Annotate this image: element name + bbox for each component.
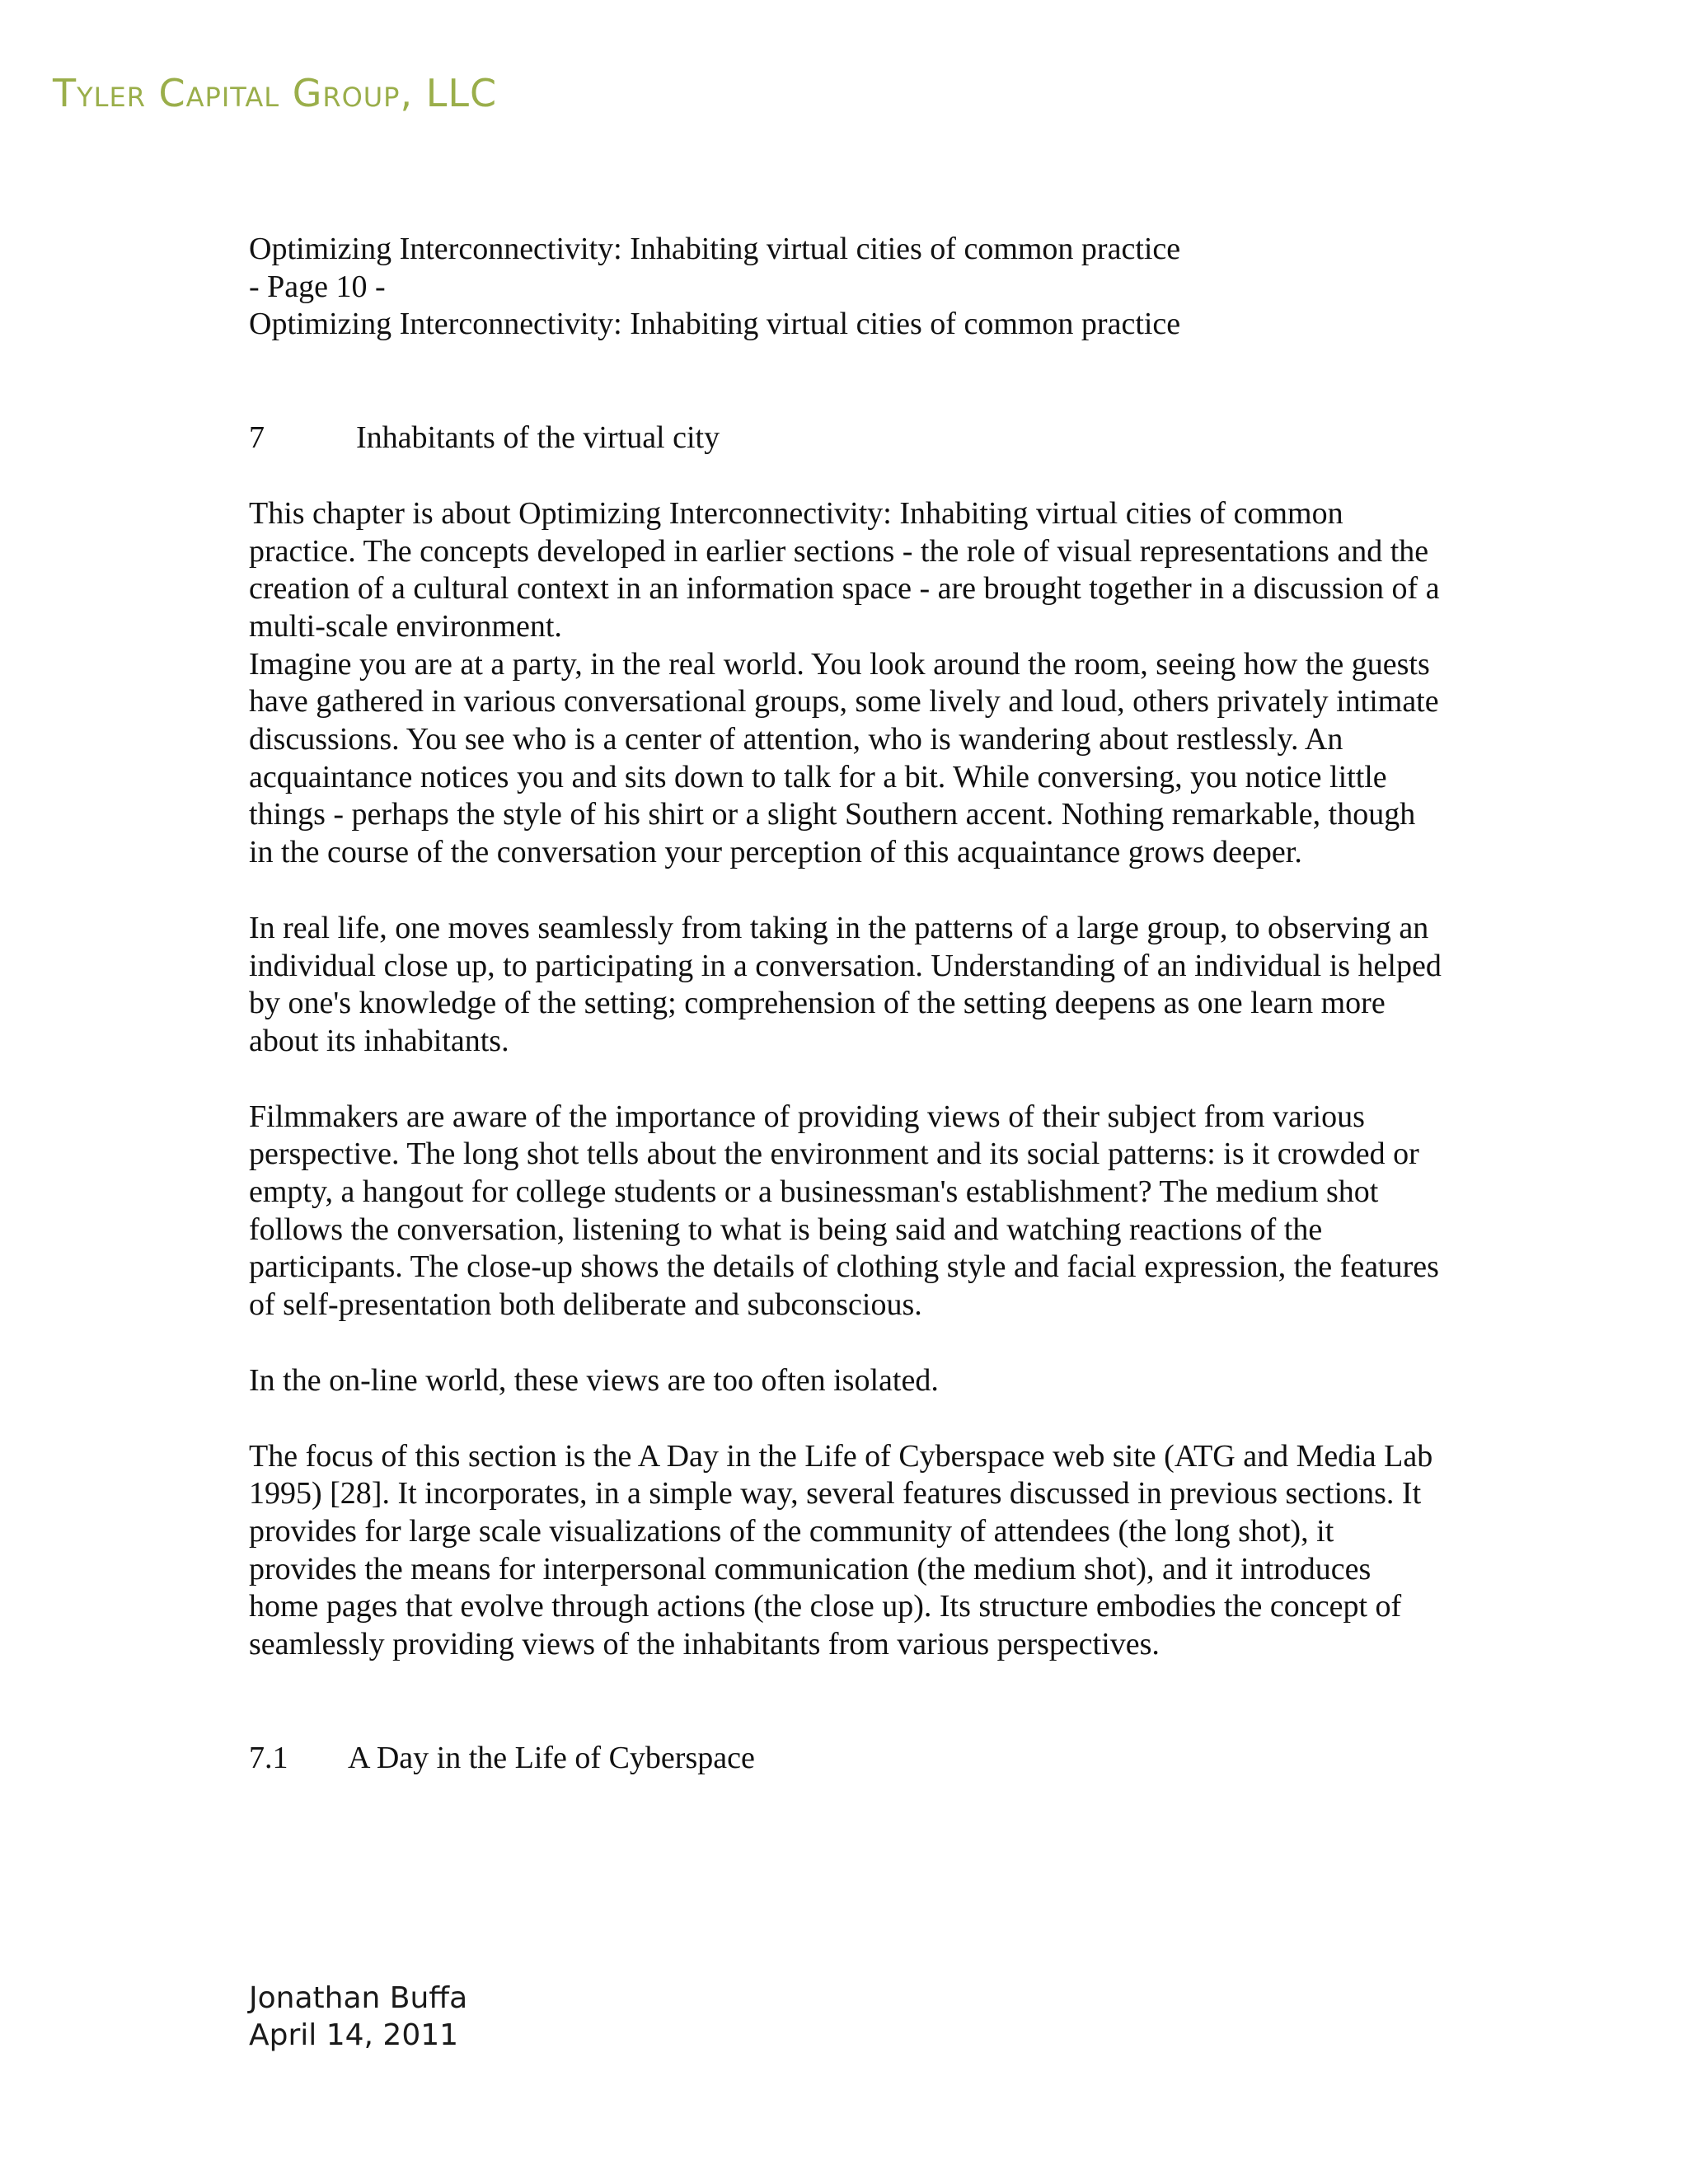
company-name: Tyler Capital Group, LLC — [53, 71, 498, 115]
running-title: Optimizing Interconnectivity: Inhabiting virtual cities of common practice — [249, 307, 1181, 342]
author-name: Jonathan Buffa — [249, 1981, 468, 2015]
subsection-number: 7.1 — [249, 1740, 288, 1775]
paragraph-real-life: In real life, one moves seamlessly from taking in the patterns of a large group, to observing an individual close up, to participating in a conversation. Understanding of an individual is helped by one's knowledge of the setting; comprehension of the setting deepens as one learn more about its inhabitants. — [249, 910, 1442, 1058]
paragraph-filmmakers: Filmmakers are aware of the importance of providing views of their subject from various perspective. The long shot tells about the environment and its social patterns: is it crowded or empty, a hangout for college students or a businessman's establishment? The medium shot follows the conversation, listening to what is being said and watching reactions of the participants. The close-up shows the details of clothing style and facial expression, the features of self-presentation both deliberate and subconscious. — [249, 1099, 1439, 1323]
document-title: Optimizing Interconnectivity: Inhabiting virtual cities of common practice — [249, 232, 1181, 266]
paragraph-online-world: In the on-line world, these views are too often isolated. — [249, 1362, 939, 1398]
paragraph-party: Imagine you are at a party, in the real world. You look around the room, seeing how the guests have gathered in various conversational groups, some lively and loud, others privately intimate discussions. You see who is a center of attention, who is wandering about restlessly. An acquaintance notices you and sits down to talk for a bit. While conversing, you notice little things - perhaps the style of his shirt or a slight Southern accent. Nothing remarkable, though in the course of the conversation your perception of this acquaintance grows deeper. — [249, 646, 1439, 870]
section-title: Inhabitants of the virtual city — [356, 420, 720, 456]
page-number: - Page 10 - — [249, 269, 386, 304]
subsection-heading — [249, 1740, 1444, 1778]
document-date: April 14, 2011 — [249, 2018, 459, 2052]
document-body — [249, 231, 1444, 1778]
paragraph-intro: This chapter is about Optimizing Interconnectivity: Inhabiting virtual cities of common practice. The concepts developed in earlier sections - the role of visual representations and the creation of a cultural context in an information space - are brought together in a discussion of a multi-scale environment. — [249, 495, 1440, 644]
paragraph-focus: The focus of this section is the A Day in the Life of Cyberspace web site (ATG and Media Lab 1995) [28]. It incorporates, in a simple way, several features discussed in previous sections. It provides for large scale visualizations of the community of attendees (the long shot), it provides the means for interpersonal communication (the medium shot), and it introduces home pages that evolve through actions (the close up). Its structure embodies the concept of seamlessly providing views of the inhabitants from various perspectives. — [249, 1438, 1433, 1662]
footer-signature — [249, 1980, 467, 2054]
subsection-title: A Day in the Life of Cyberspace — [348, 1740, 755, 1775]
section-number: 7 — [249, 420, 265, 456]
section-heading — [249, 419, 1444, 457]
